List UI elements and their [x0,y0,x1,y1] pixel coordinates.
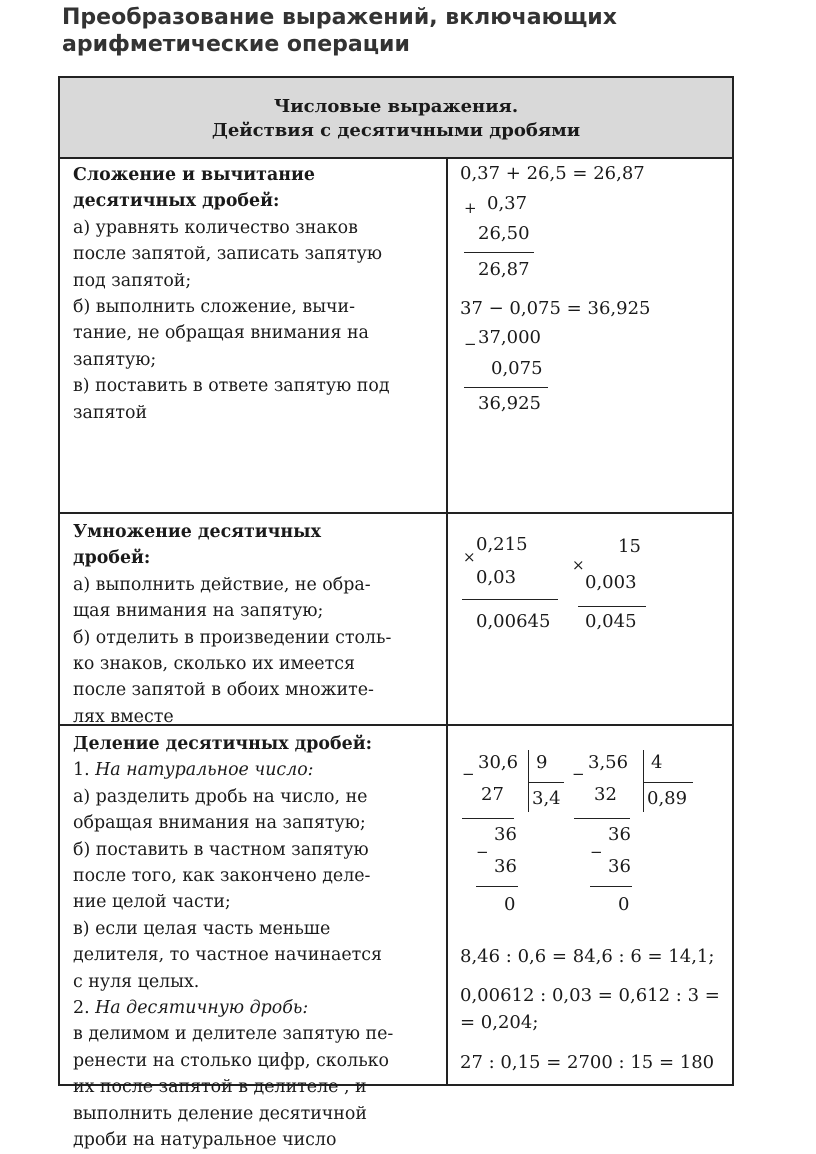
addition-text-line-1: а) уравнять количество знаков [73,217,358,238]
division-example-1: 8,46 : 0,6 = 84,6 : 6 = 14,1; [460,946,715,967]
ld2-subtrahend-1: 32 [594,784,617,805]
ld1-rule-2 [476,886,518,887]
multiplication-example-cell [448,514,732,724]
addition-text-line-4: б) выполнить сложение, вычи- [73,297,355,318]
addend-top: 0,37 [487,193,528,214]
division-text-a-6: в) если целая часть меньше [73,918,331,939]
ld1-subtrahend-2: 36 [494,856,517,877]
product-1-rule-line [462,599,558,600]
ld1-subtrahend-1: 27 [481,784,504,805]
division-text-a-3: б) поставить в частном запятую [73,839,369,860]
times-sign-2: × [572,556,585,574]
division-text-b-3: их после запятой в делителе , и [73,1077,367,1098]
multiplication-rule-cell [60,514,448,727]
ld1-minus-2: − [476,843,489,861]
ld1-divisor: 9 [536,752,548,773]
header-line-1: Числовые выражения. [273,96,519,117]
ld2-dividend: 3,56 [588,752,629,773]
sum-rule-line [464,252,534,253]
addition-rule-line-2: десятичных дробей: [73,191,280,212]
division-example-2-line-2: = 0,204; [460,1012,539,1033]
division-example-cell [448,726,732,1084]
ld2-quotient: 0,89 [647,788,688,809]
division-rule: Деление десятичных дробей: [73,734,373,754]
sub2-title: На десятичную дробь: [95,998,309,1019]
ld1-bracket-vertical [528,750,529,812]
sub2-number: 2. [73,998,90,1019]
ld1-quotient: 3,4 [532,788,561,809]
division-text-b-5: дроби на натуральное число [73,1130,337,1151]
addition-text-line-8: запятой [73,402,148,423]
division-subheading-2 [73,995,438,1021]
page-title [62,4,782,58]
division-text-b-4: выполнить деление десятичной [73,1103,367,1124]
division-text-a-5: ние целой части; [73,892,231,913]
table-row-addition [60,157,732,514]
ld2-remainder-1: 36 [608,824,631,845]
ld2-rule-1 [574,818,630,819]
multiplication-text-line-3: б) отделить в произведении столь- [73,627,392,648]
sum-result: 26,87 [478,259,530,280]
factor-1-top: 0,215 [476,534,528,555]
addition-text-line-2: после запятой, записать запятую [73,244,382,265]
ld1-rule-1 [462,818,514,819]
table-header [60,78,732,159]
division-rule-cell [60,726,448,1151]
division-text-b-2: ренести на столько цифр, сколько [73,1050,389,1071]
factor-2-bottom: 0,003 [585,572,637,593]
division-example-3: 27 : 0,15 = 2700 : 15 = 180 [460,1052,715,1073]
division-text-a-1: а) разделить дробь на число, не [73,786,368,807]
table-row-multiplication [60,514,732,726]
ld1-remainder-2: 0 [504,894,516,915]
ld2-bracket-horizontal [643,782,693,783]
multiplication-text-line-4: ко знаков, сколько их имеется [73,654,355,675]
ld2-rule-2 [590,886,632,887]
division-text-a-8: с нуля целых. [73,971,200,992]
product-1-result: 0,00645 [476,611,551,632]
title-line-2: арифметические операции [62,32,410,57]
addition-example-1: 0,37 + 26,5 = 26,87 [460,163,645,184]
ld2-remainder-2: 0 [618,894,630,915]
reference-table [58,76,734,1151]
addition-text-line-7: в) поставить в ответе запятую под [73,376,390,397]
addend-bottom: 26,50 [478,223,530,244]
division-text-a-7: делителя, то частное начинается [73,945,382,966]
multiplication-text-line-5: после запятой в обоих множите- [73,680,374,701]
ld1-remainder-1: 36 [494,824,517,845]
sub1-title: На натуральное число: [95,760,314,781]
division-text-b-1: в делимом и делителе запятую пе- [73,1024,394,1045]
addition-text-line-6: запятую; [73,349,157,370]
division-subheading-1 [73,757,438,783]
table-row-division [60,726,732,1151]
header-line-2: Действия с десятичными дробями [211,120,581,141]
multiplication-text-line-6: лях вместе [73,706,174,727]
sub1-number: 1. [73,760,90,781]
factor-1-bottom: 0,03 [476,567,517,588]
difference-rule-line [464,387,548,388]
ld1-bracket-horizontal [528,782,564,783]
addition-text-line-5: тание, не обращая внимания на [73,323,369,344]
product-2-rule-line [578,606,646,607]
difference-result: 36,925 [478,393,541,414]
factor-2-top: 15 [618,536,641,557]
ld2-subtrahend-2: 36 [608,856,631,877]
addition-example-cell [448,157,732,512]
times-sign-1: × [463,548,476,566]
plus-sign: + [464,199,477,217]
multiplication-text-line-2: щая внимания на запятую; [73,601,324,622]
ld2-minus-2: − [590,843,603,861]
addition-rule-cell [60,157,448,512]
division-text-a-2: обращая внимания на запятую; [73,813,366,834]
ld2-minus-1: − [572,765,585,783]
division-text-a-4: после того, как закончено деле- [73,866,371,887]
subtraction-example: 37 − 0,075 = 36,925 [460,298,651,319]
ld2-divisor: 4 [651,752,663,773]
ld1-minus-1: − [462,765,475,783]
addition-text-line-3: под запятой; [73,270,192,291]
ld1-dividend: 30,6 [478,752,519,773]
product-2-result: 0,045 [585,611,637,632]
multiplication-rule-line-1: Умножение десятичных [73,522,321,542]
ld2-bracket-vertical [643,750,644,812]
title-line-1: Преобразование выражений, включающих [62,5,617,30]
multiplication-rule-line-2: дробей: [73,548,151,569]
division-example-2-line-1: 0,00612 : 0,03 = 0,612 : 3 = [460,985,720,1006]
multiplication-text-line-1: а) выполнить действие, не обра- [73,574,371,595]
subtrahend: 0,075 [491,358,543,379]
addition-rule-line-1: Сложение и вычитание [73,165,315,185]
minuend: 37,000 [478,327,541,348]
minus-sign: − [464,335,477,353]
